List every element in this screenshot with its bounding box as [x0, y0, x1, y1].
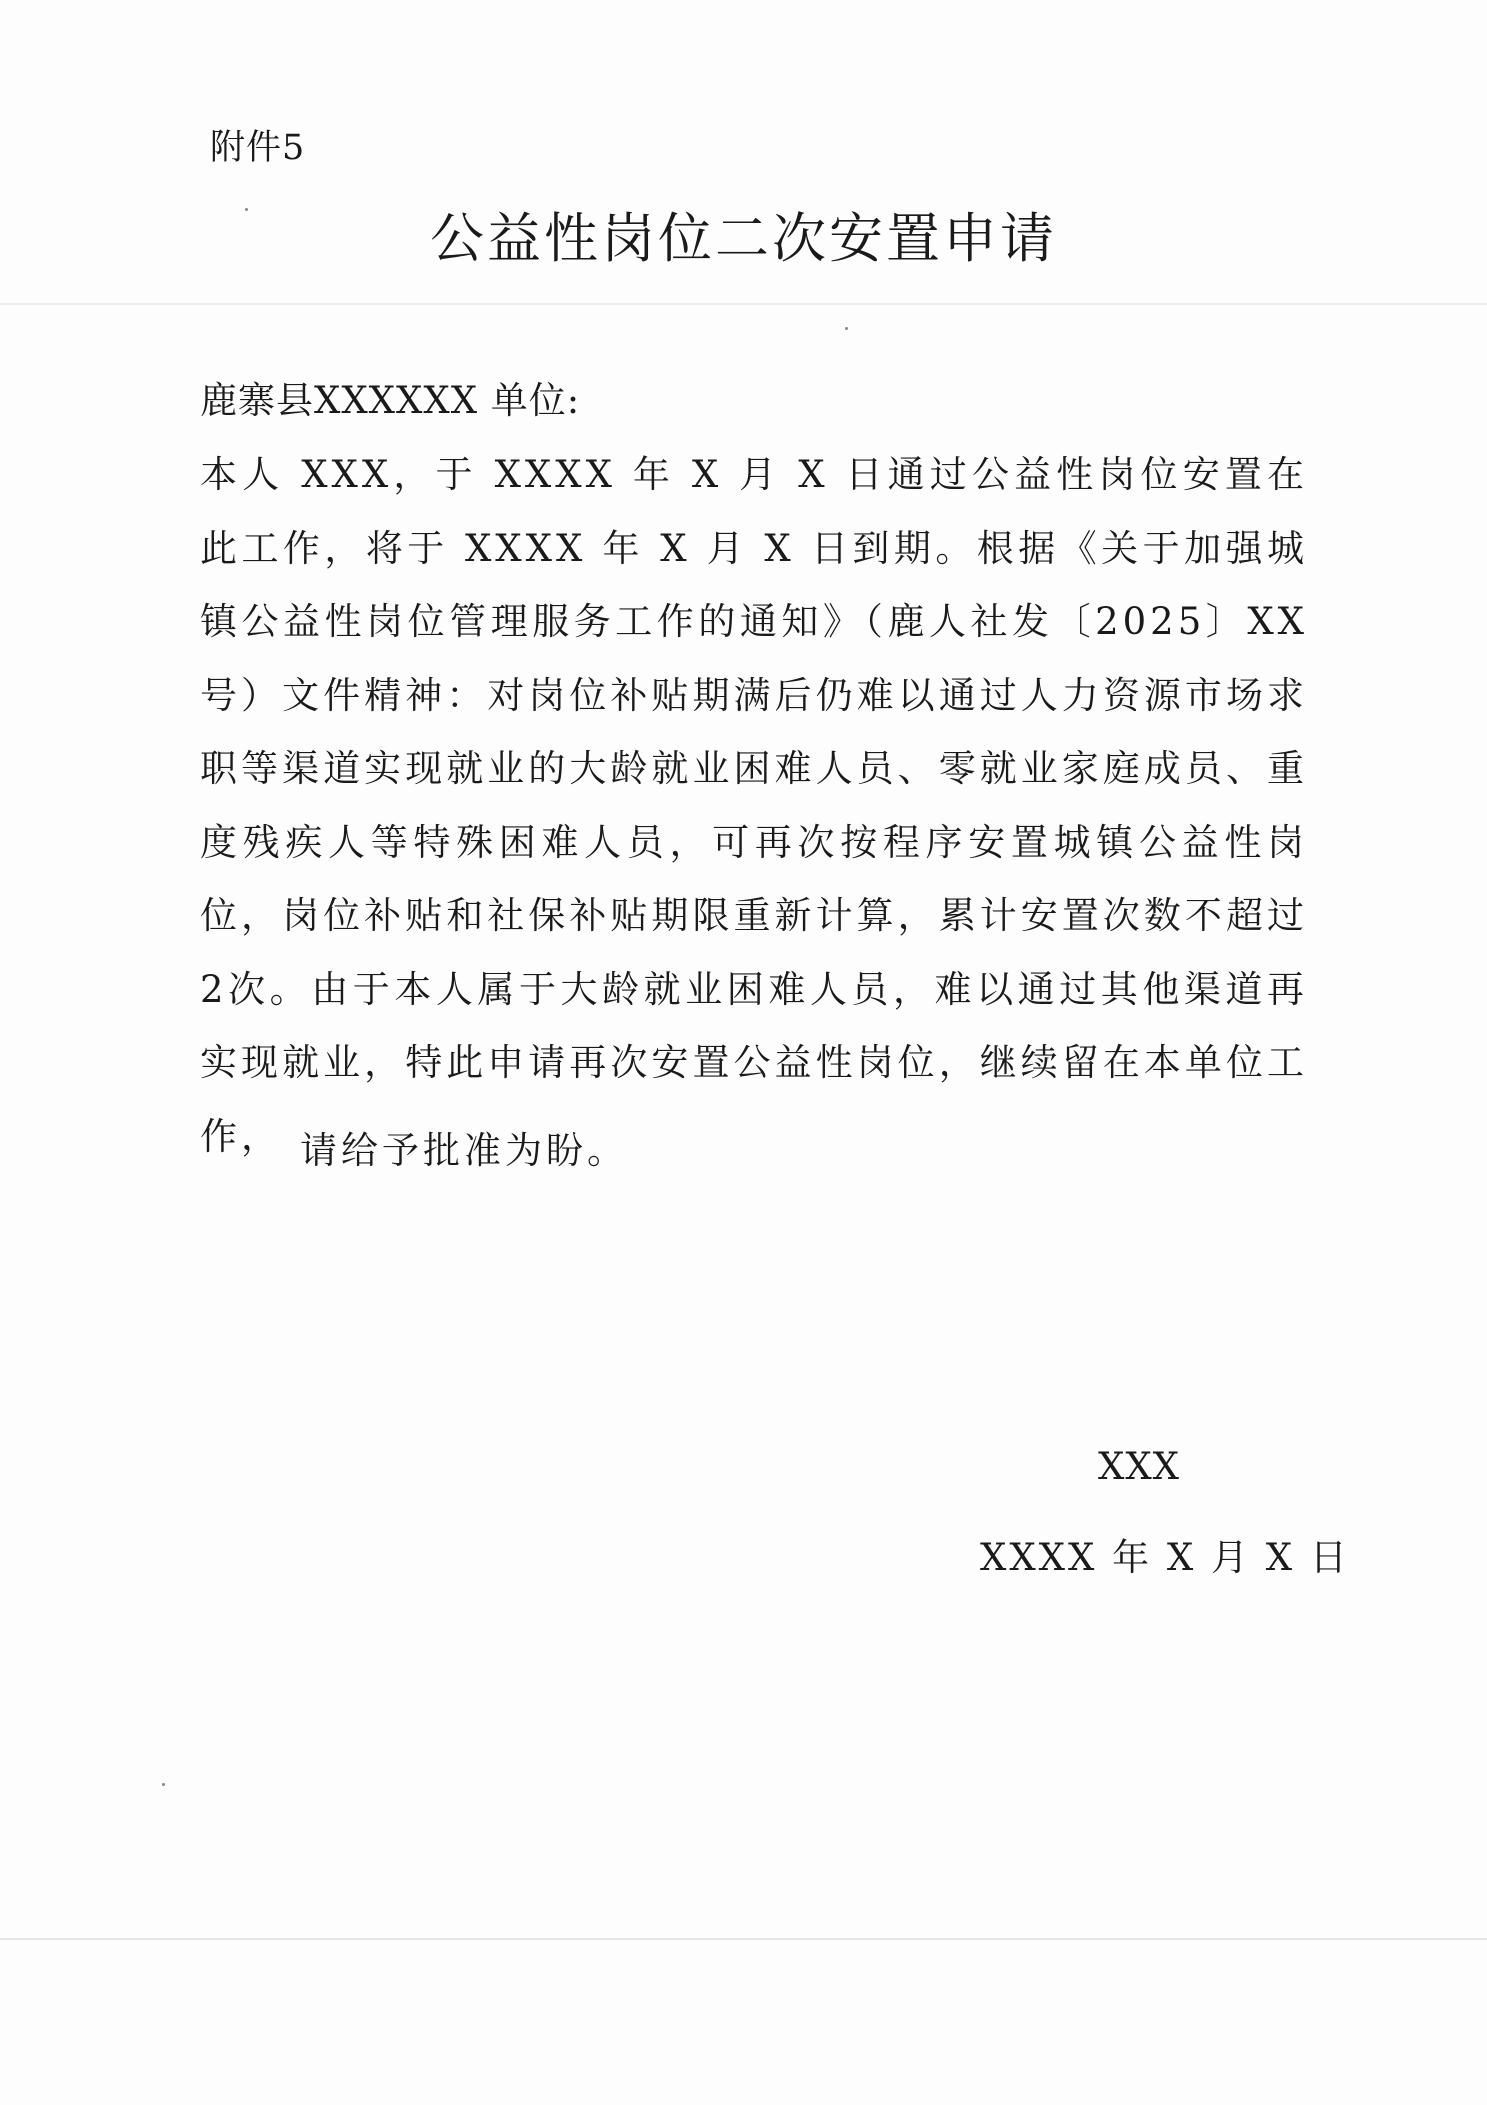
- scan-speck: [245, 208, 248, 211]
- closing-line: 请给予批准为盼。: [300, 1129, 628, 1172]
- salutation: 鹿寨县XXXXXX 单位:: [200, 379, 581, 422]
- scan-speck: [162, 1783, 165, 1786]
- attachment-label: 附件5: [210, 128, 306, 168]
- signature-name: XXX: [1098, 1445, 1181, 1488]
- scan-artifact-line: [0, 1938, 1487, 1940]
- document-title: 公益性岗位二次安置申请: [430, 207, 1057, 270]
- signature-date: XXXX 年 X 月 X 日: [980, 1536, 1350, 1579]
- scan-artifact-line: [0, 303, 1487, 305]
- body-paragraph: 本人 XXX，于 XXXX 年 X 月 X 日通过公益性岗位安置在此工作，将于 XXXX 年 X 月 X 日到期。根据《关于加强城镇公益性岗位管理服务工作的通知》（鹿人社发〔2025〕XX 号）文件精神：对岗位补贴期满后仍难以通过人力资源市场求职等渠道实现就业的大龄就业困难人员、零就业家庭成员、重度残疾人等特殊困难人员，可再次按程序安置城镇公益性岗位，岗位补贴和社保补贴期限重新计算，累计安置次数不超过2次。由于本人属于大龄就业困难人员，难以通过其他渠道再实现就业，特此申请再次安置公益性岗位，继续留在本单位工作，: [200, 453, 1308, 1158]
- scan-speck: [845, 327, 848, 330]
